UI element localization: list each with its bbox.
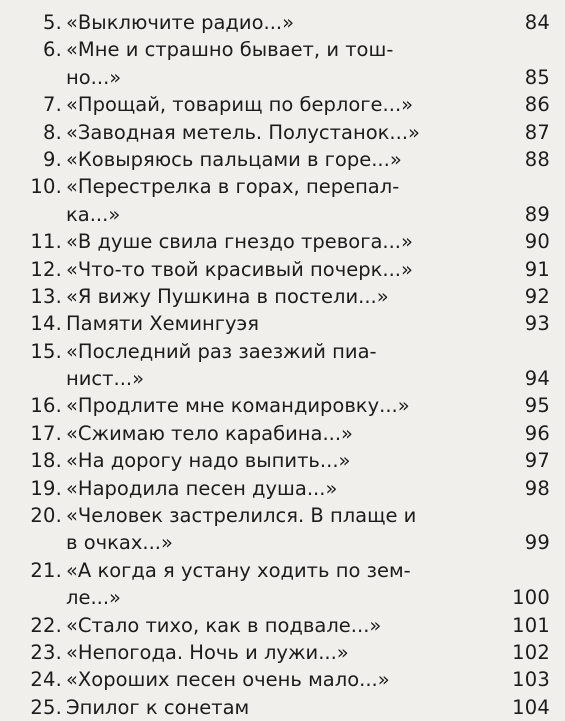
toc-entry bbox=[18, 447, 550, 474]
toc-entry-title: «Стало тихо, как в подвале...» bbox=[66, 612, 385, 639]
toc-entry-number: 19. bbox=[30, 476, 62, 500]
toc-entry-line bbox=[18, 338, 550, 365]
toc-entry bbox=[18, 694, 550, 721]
toc-entry bbox=[18, 228, 550, 255]
toc-entry bbox=[18, 338, 550, 393]
toc-entry-title: Памяти Хемингуэя bbox=[66, 310, 263, 337]
toc-entry-number: 9. bbox=[42, 147, 62, 171]
toc-entry-title: «Заводная метель. Полустанок...» bbox=[66, 119, 424, 146]
toc-entry-line bbox=[18, 666, 550, 693]
toc-page-number: 103 bbox=[512, 668, 550, 692]
toc-entry-number: 21. bbox=[30, 558, 62, 582]
toc-entry-title: «Мне и страшно бывает, и тош- bbox=[66, 36, 397, 63]
toc-entry-line bbox=[18, 694, 550, 721]
toc-entry-line bbox=[18, 392, 550, 419]
toc-page-number: 90 bbox=[524, 230, 550, 254]
toc-entry-title: «Человек застрелился. В плаще и bbox=[66, 502, 420, 529]
toc-entry-title: «Последний раз заезжий пиа- bbox=[66, 338, 381, 365]
toc-entry-line bbox=[18, 256, 550, 283]
toc-entry bbox=[18, 9, 550, 36]
toc-entry-title: «Что-то твой красивый почерк...» bbox=[66, 256, 417, 283]
toc-entry-number: 12. bbox=[30, 257, 62, 281]
toc-page-number: 88 bbox=[524, 147, 550, 171]
toc-entry-number: 11. bbox=[30, 230, 62, 254]
toc-entry-line bbox=[18, 584, 550, 611]
toc-entry-line bbox=[18, 612, 550, 639]
toc-entry-title: «Продлите мне командировку...» bbox=[66, 392, 414, 419]
toc-entry bbox=[18, 612, 550, 639]
toc-entry-number: 7. bbox=[42, 93, 62, 117]
toc-entry-title: «Ковыряюсь пальцами в горе...» bbox=[66, 146, 406, 173]
toc-entry-line bbox=[18, 529, 550, 556]
toc-page-number: 92 bbox=[524, 284, 550, 308]
toc-page-number: 101 bbox=[512, 613, 550, 637]
toc-entry bbox=[18, 36, 550, 91]
toc-entry-number: 16. bbox=[30, 394, 62, 418]
toc-entry-line bbox=[18, 173, 550, 200]
toc-entry-line bbox=[18, 447, 550, 474]
toc-entry-line bbox=[18, 146, 550, 173]
toc-entry-title: «Прощай, товарищ по берлоге...» bbox=[66, 91, 417, 118]
toc-page-number: 84 bbox=[524, 11, 550, 34]
toc-entry-title: «На дорогу надо выпить...» bbox=[66, 447, 354, 474]
toc-entry bbox=[18, 392, 550, 419]
toc-page-number: 85 bbox=[524, 65, 550, 89]
toc-entry-title: «Я вижу Пушкина в постели...» bbox=[66, 283, 393, 310]
toc-entry-title: «Народила песен душа...» bbox=[66, 475, 341, 502]
toc-entry-number: 22. bbox=[30, 613, 62, 637]
toc-page-number: 87 bbox=[524, 120, 550, 144]
toc-entry bbox=[18, 557, 550, 612]
toc-entry-number: 23. bbox=[30, 640, 62, 664]
toc-entry bbox=[18, 420, 550, 447]
toc-entry-line bbox=[18, 119, 550, 146]
toc-entry-number: 8. bbox=[42, 120, 62, 144]
toc-entry bbox=[18, 475, 550, 502]
toc-entry-title: нист...» bbox=[66, 365, 148, 392]
toc-entry-line bbox=[18, 91, 550, 118]
toc-entry-number: 18. bbox=[30, 449, 62, 473]
toc-entry-line bbox=[18, 310, 550, 337]
toc-entry-title: «Перестрелка в горах, перепал- bbox=[66, 173, 403, 200]
toc-entry bbox=[18, 283, 550, 310]
toc-page-number: 91 bbox=[524, 257, 550, 281]
toc-page-number: 102 bbox=[512, 640, 550, 664]
toc-entry bbox=[18, 666, 550, 693]
toc-entry bbox=[18, 256, 550, 283]
toc-entry bbox=[18, 639, 550, 666]
toc-entry bbox=[18, 502, 550, 557]
toc-entry-number: 10. bbox=[30, 175, 62, 199]
toc-page-number: 95 bbox=[524, 394, 550, 418]
toc-page-number: 97 bbox=[524, 449, 550, 473]
toc-page-number: 104 bbox=[512, 695, 550, 719]
toc-entry-number: 5. bbox=[42, 11, 62, 34]
toc-entry-line bbox=[18, 283, 550, 310]
toc-page-number: 96 bbox=[524, 421, 550, 445]
toc-entry-line bbox=[18, 557, 550, 584]
toc-entry-line bbox=[18, 228, 550, 255]
toc-entry-title: в очках...» bbox=[66, 529, 177, 556]
toc-page-number: 94 bbox=[524, 367, 550, 391]
toc-entry-title: ка...» bbox=[66, 201, 124, 228]
toc-entry-line bbox=[18, 36, 550, 63]
toc-entry bbox=[18, 173, 550, 228]
toc-page-number: 100 bbox=[512, 586, 550, 610]
toc-entry-line bbox=[18, 502, 550, 529]
toc-entry-number: 20. bbox=[30, 504, 62, 528]
toc-page-number: 99 bbox=[524, 531, 550, 555]
toc-entry-title: «Непогода. Ночь и лужи...» bbox=[66, 639, 353, 666]
toc-entry-number: 6. bbox=[42, 38, 62, 62]
toc-page-number: 86 bbox=[524, 93, 550, 117]
toc-entry-line bbox=[18, 64, 550, 91]
toc-page-number: 93 bbox=[524, 312, 550, 336]
toc-entry-line bbox=[18, 201, 550, 228]
toc-entry bbox=[18, 310, 550, 337]
toc-entry-title: «Выключите радио...» bbox=[66, 9, 298, 36]
toc-entry-number: 25. bbox=[30, 695, 62, 719]
toc-entry-number: 13. bbox=[30, 284, 62, 308]
toc-entry-title: «Хороших песен очень мало...» bbox=[66, 666, 394, 693]
toc-entry-line bbox=[18, 475, 550, 502]
toc-entry bbox=[18, 119, 550, 146]
toc-page-number: 89 bbox=[524, 202, 550, 226]
toc-entry-line bbox=[18, 9, 550, 36]
toc-entry bbox=[18, 146, 550, 173]
toc-entry-number: 14. bbox=[30, 312, 62, 336]
toc-entry-number: 15. bbox=[30, 339, 62, 363]
toc-entry-title: Эпилог к сонетам bbox=[66, 694, 253, 721]
toc-entry-number: 24. bbox=[30, 668, 62, 692]
toc-entry-title: «Сжимаю тело карабина...» bbox=[66, 420, 357, 447]
toc-entry-number: 17. bbox=[30, 421, 62, 445]
toc-entry-title: «В душе свила гнездо тревога...» bbox=[66, 228, 417, 255]
table-of-contents bbox=[18, 9, 550, 721]
toc-entry-line bbox=[18, 639, 550, 666]
toc-entry-line bbox=[18, 365, 550, 392]
toc-entry-line bbox=[18, 420, 550, 447]
toc-entry bbox=[18, 91, 550, 118]
toc-entry-title: но...» bbox=[66, 64, 125, 91]
toc-entry-title: ле...» bbox=[66, 584, 125, 611]
toc-page-number: 98 bbox=[524, 476, 550, 500]
toc-entry-title: «А когда я устану ходить по зем- bbox=[66, 557, 415, 584]
